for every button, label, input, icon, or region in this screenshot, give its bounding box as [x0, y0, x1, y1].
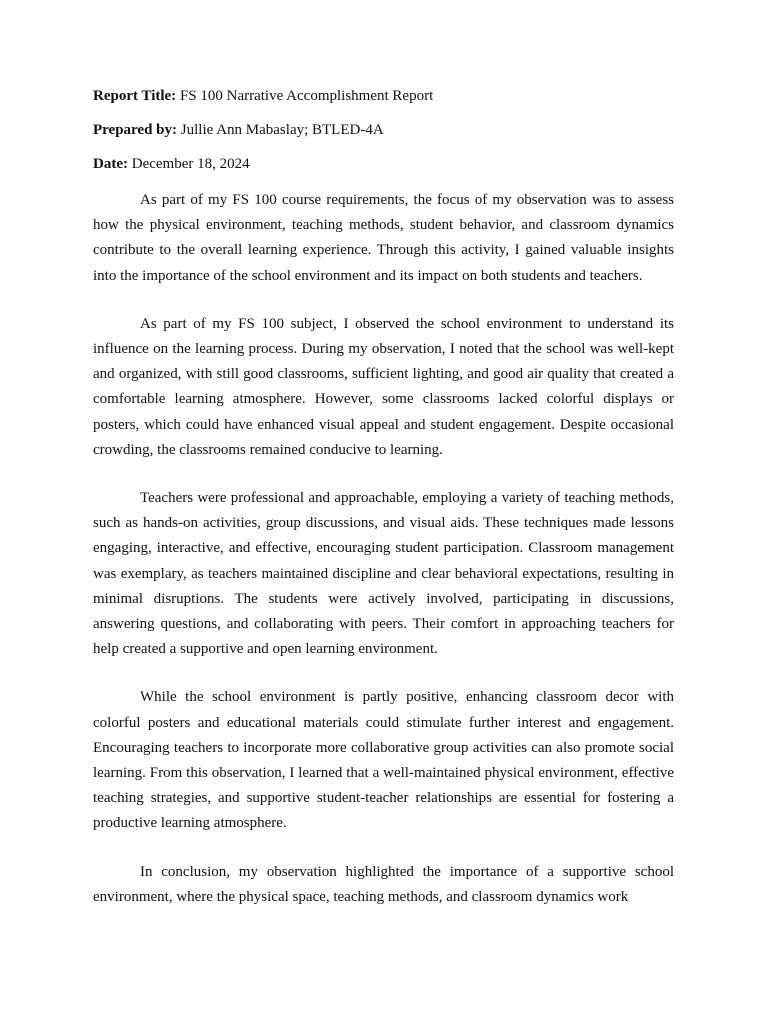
paragraph-conclusion: In conclusion, my observation highlighted the importance of a supportive school environment, where the physical space, teaching methods, and classroom dynamics work [93, 863, 674, 905]
date-line [93, 154, 674, 174]
paragraph-intro: As part of my FS 100 course requirements, the focus of my observation was to assess how the physical environment, teaching methods, student behavior, and classroom dynamics contribute to the overall learning experience. Through this activity, I gained valuable insights into the importance of the school environment and its impact on both students and teachers. [93, 192, 674, 284]
document-body [93, 86, 674, 933]
prepared-by-label: Prepared by: [93, 122, 178, 138]
paragraph-recommendations: While the school environment is partly positive, enhancing classroom decor with colorful posters and educational materials could stimulate further interest and engagement. Encouraging teachers to incorporate more collaborative group activities can also promote social learning. From this observation, I learned that a well-maintained physical environment, effective teaching strategies, and supportive student-teacher relationships are essential for fostering a productive learning atmosphere. [93, 689, 674, 832]
paragraph-environment: As part of my FS 100 subject, I observed the school environment to understand its influence on the learning process. During my observation, I noted that the school was well-kept and organized, with still good classrooms, sufficient lighting, and good air quality that created a comfortable learning atmosphere. However, some classrooms lacked colorful displays or posters, which could have enhanced visual appeal and student engagement. Despite occasional crowding, the classrooms remained conducive to learning. [93, 315, 674, 458]
prepared-by-line [93, 120, 674, 140]
prepared-by-value: Jullie Ann Mabaslay; BTLED-4A [177, 122, 384, 138]
report-title-line [93, 86, 674, 106]
report-title-label: Report Title: [93, 88, 177, 104]
date-value: December 18, 2024 [127, 156, 250, 172]
report-title-value: FS 100 Narrative Accomplishment Report [176, 88, 434, 104]
paragraph-teachers: Teachers were professional and approachable, employing a variety of teaching methods, such as hands-on activities, group discussions, and visual aids. These techniques made lessons engaging, interactive, and effective, encouraging student participation. Classroom management was exemplary, as teachers maintained discipline and clear behavioral expectations, resulting in minimal disruptions. The students were actively involved, participating in discussions, answering questions, and collaborating with peers. Their comfort in approaching teachers for help created a supportive and open learning environment. [93, 490, 674, 658]
date-label: Date: [93, 156, 128, 172]
